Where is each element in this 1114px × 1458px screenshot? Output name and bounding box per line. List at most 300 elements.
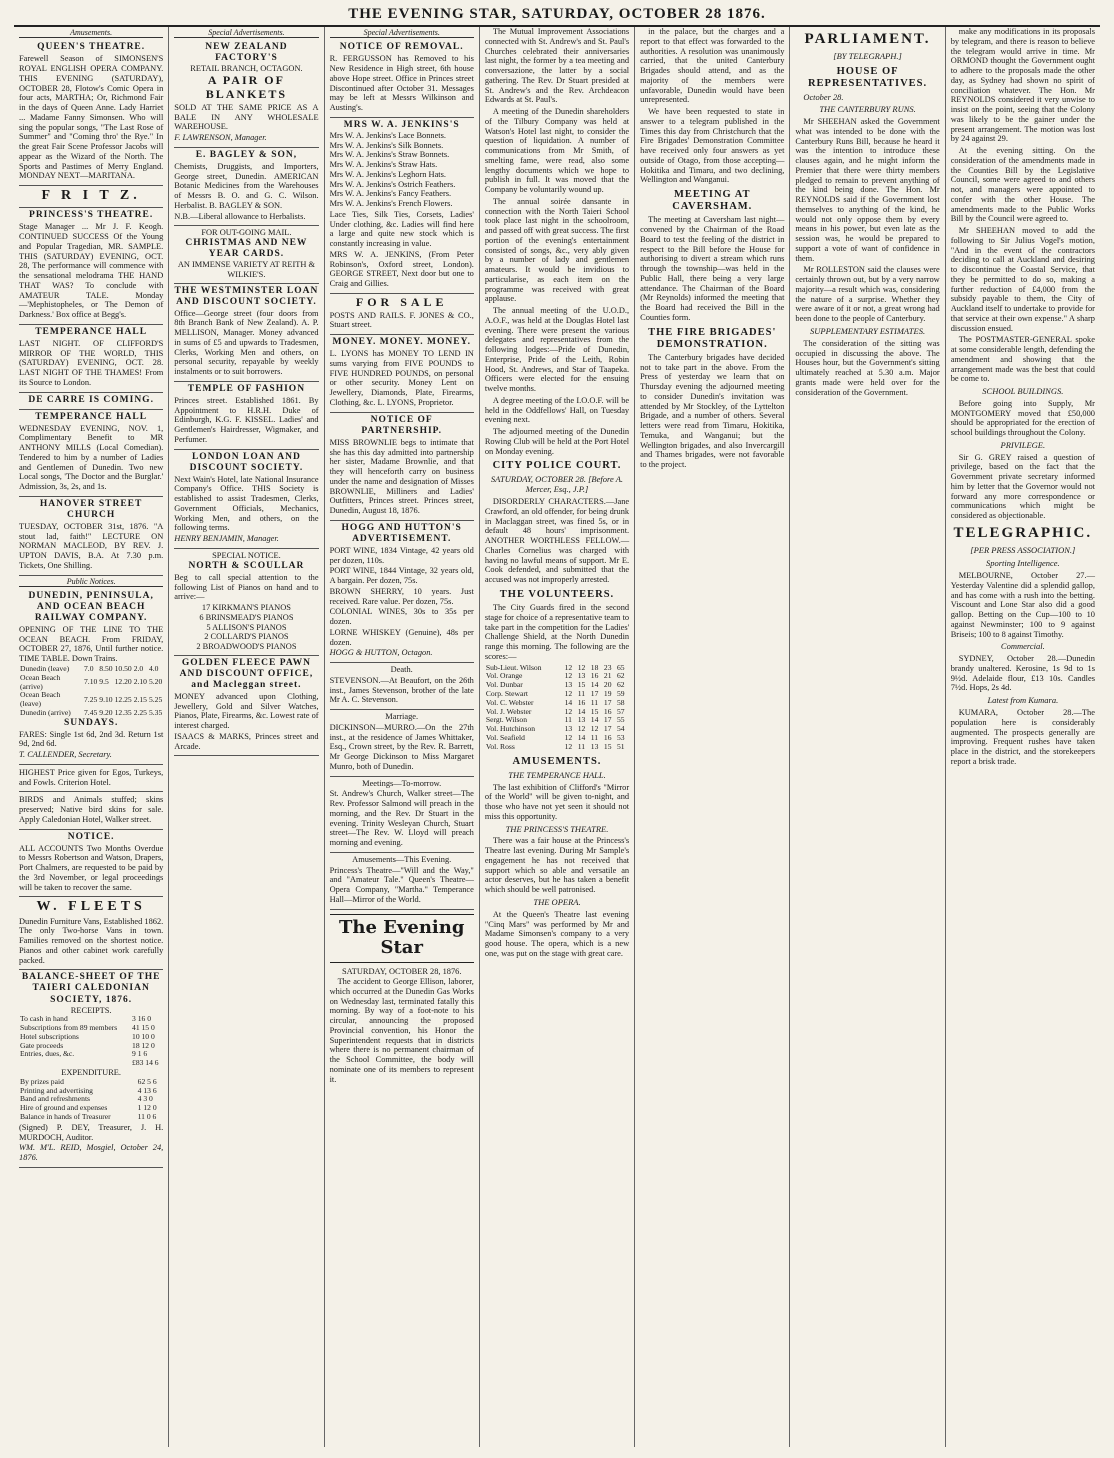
list-item: 5 ALLISON'S PIANOS [206,622,287,632]
ad-heading: A PAIR OF BLANKETS [205,73,288,101]
table-cell: 7.45 [84,707,98,717]
article-text: A degree meeting of the I.O.O.F. will be held in the Oddfellows' Hall, on Tuesday evening next. [484,395,630,425]
table-cell: 13 [564,724,573,734]
column-6 [790,27,945,1447]
table-cell: 9 1 6 [132,1049,148,1059]
table-cell: 3 16 0 [132,1014,151,1024]
ad-text: Stage Manager ... Mr J. F. Keogh. CONTINUED SUCCESS Of the Young and Popular Tragedian, MR. SAMPLE. THIS (SATURDAY) EVENING, OCT. 28, The performance will commence with the sensational melodrama THE HAND THAT WAS? To conclude with AMATEUR TALE. Monday—'Mephistopheles, or The Demon of Darkness.' Box office at Begg's. [19,222,164,320]
ad-signature: MRS W. A. JENKINS, (From Peter Robinson's, Oxford street, London). GEORGE STREET, Next door but one to Craig and Gillies. [329,249,474,289]
timetable [19,665,163,718]
table-cell: 12.20 [114,677,132,687]
ad-signature: HENRY BENJAMIN, Manager. [174,534,279,544]
pawn-office-ad [174,656,318,757]
ad-text: TUESDAY, OCTOBER 31st, 1876. "A stout lad, faith!" LECTURE ON NORMAN MACLEOD, BY REV. J. UPTON DAVIS, B.A. At 7.30 p.m. Tickets, One Shilling. [19,521,164,570]
masthead [14,6,1100,27]
table-cell: 14 [577,706,586,716]
ad-heading: NOTICE OF REMOVAL. [339,42,464,53]
article-text: Sir G. GREY raised a question of privilege, based on the fact that the Government private secretary informed him by letter that the Governor would not forward any more correspondence or communications which might be considered as objectionable. [950,452,1095,521]
table-cell: 18 12 0 [132,1040,155,1050]
birds-ad [19,792,163,829]
table-cell: 11 0 6 [137,1111,157,1121]
balance-sheet [19,970,163,1167]
table-cell: 14 [590,715,599,725]
ad-heading: Death. [390,665,413,675]
table-row [19,674,163,692]
table-cell: 53 [616,732,625,742]
list-item: Mrs W. A. Jenkins's Straw Bonnets. [329,150,450,160]
article-text: The annual meeting of the U.O.D., A.O.F., was held at the Douglas Hotel last evening. There were present the various delegates and representatives from the following lodges:—Pride of Dunedin, Enterprise, Pride of the Leith, Robin Hood, St. Andrews, and Star of Taapeka. Officers were elected for the ensuing twelve months. [484,306,630,393]
table-cell: 17 [603,697,612,707]
issue-date: SATURDAY, OCTOBER 28, 1876. [341,967,462,977]
ad-subheading: SUNDAYS. [63,717,119,728]
partnership-ad [330,413,474,521]
table-cell: 11 [564,715,572,725]
article-heading: THE VOLUNTEERS. [499,588,615,600]
column-7 [946,27,1100,1447]
ad-text: HIGHEST Price given for Egos, Turkeys, and Fowls. Criterion Hotel. [19,767,164,787]
article-subheading: SCHOOL BUILDINGS. [982,386,1064,396]
ad-heading: W. FLEETS [36,899,146,915]
table-cell: 7.25 [84,694,98,704]
column-4 [480,27,635,1447]
hogg-hutton-ad [330,521,474,663]
article-subheading: THE OPERA. [533,896,581,907]
london-loan-ad [174,450,318,549]
table-cell: 4 3 0 [137,1094,153,1104]
section-heading: Amusements. [19,28,163,38]
article-subheading: Latest from Kumara. [987,695,1059,706]
table-cell: Gate proceeds [20,1040,64,1050]
list-item: Mrs W. A. Jenkins's Lace Bonnets. [329,130,446,140]
ad-text: R. FERGUSSON has Removed to his New Residence in High street, 6th house above Hope street. Office in Princes street Discontinued after October 31. Messages may be left at Messrs Wilkinson and Austing's. [329,54,474,113]
table-cell: 5.35 [148,707,163,717]
table-cell: 9.20 [99,707,113,717]
table-cell: 12 [564,741,573,751]
article-subheading: [BY TELEGRAPH.] [833,51,902,62]
table-cell: Balance in hands of Treasurer [20,1111,111,1121]
bagley-ad [174,148,318,227]
table-cell: 12 [564,732,573,742]
table-cell: 18 [590,662,599,672]
ad-heading: TEMPLE OF FASHION [187,383,306,394]
table-cell: 2.0 [133,663,144,673]
column-1 [14,27,169,1447]
table-cell: 62 [616,680,625,690]
decarre-ad [19,393,163,410]
ad-heading: CHRISTMAS AND NEW YEAR CARDS. [185,238,308,260]
ad-text: Princess's Theatre—"Will and the Way," and "Amateur Tale." Queen's Theatre—Opera Company, "Martha." Temperance Hall—Mirror of the World. [329,865,474,904]
table-cell: 2.25 [133,707,147,717]
ad-heading: NEW ZEALAND FACTORY'S [205,42,288,64]
newspaper-nameplate: The Evening Star [330,914,474,964]
table-cell: 11 [590,697,599,707]
table-cell: 4 13 6 [137,1085,157,1095]
list-item: Mrs W. A. Jenkins's Silk Bonnets. [329,140,444,150]
table-cell: 51 [616,741,625,751]
table-cell: Hotel subscriptions [20,1031,79,1041]
railway-ad [19,589,163,765]
table-cell: 10 10 0 [132,1031,155,1041]
table-cell [19,1059,131,1068]
ad-subheading: SPECIAL NOTICE. [212,550,281,560]
temple-of-fashion-ad [174,382,318,450]
article-text: There was a fair house at the Princess's Theatre last evening. During Mr Sample's engagement he has not received that support which so able and versatile an actor deserves, but he has taken a benefit which should be well patronised. [484,836,630,895]
table-cell: 41 15 0 [132,1023,155,1033]
table-cell: 14 [577,732,586,742]
ad-heading: Meetings—To-morrow. [362,778,442,788]
article-text: At the Queen's Theatre last evening "Cinq Mars" was performed by Mr and Madame Simonsen's company to a very good house. The opera, which is a new one, was put on the stage with great care. [484,909,630,958]
table-cell: 11 [577,741,586,751]
ad-heading: HOGG AND HUTTON'S ADVERTISEMENT. [341,522,462,544]
list-item: BROWN SHERRY, 10 years. Just received. Rare value. Per dozen, 75s. [329,586,474,606]
pianos-ad [174,549,318,656]
ad-subheading: RETAIL BRANCH, OCTAGON. [190,64,303,74]
table-cell: 11 [577,688,586,698]
table-cell: Ocean Beach (arrive) [20,672,61,691]
article-subheading: Commercial. [1000,641,1045,652]
ad-heading: THE WESTMINSTER LOAN AND DISCOUNT SOCIETY. [174,285,319,307]
article-text: The City Guards fired in the second stage for choice of a representative team to take part in the competition for the Ladies' Challenge Shield, at the North Dunedin range this morning. The following are the scores:— [484,603,630,661]
ad-text: DICKINSON—MURRO.—On the 27th inst., at the residence of James Whittaker, Esq., Crown street, by the Rev. R. Barrett, Mr George Dickinson to Miss Margaret Munro, both of Dunedin. [329,722,474,771]
ad-signature: HOGG & HUTTON, Octagon. [329,648,433,658]
article-text: The Canterbury brigades have decided not to take part in the above. From the Press of yesterday we learn that on Thursday evening the adjourned meeting to consider Dunedin's invitation was attended by Mr Stockley, of the Lyttelton Brigade, and a number of others. Several letters were read from Timaru, Hokitika, Temuka, and Wanganui; but the Wellington brigades, and also Invercargill and Thames brigades, were not favorable to the project. [640,352,785,470]
princess-theatre-ad [19,208,163,325]
article-text: The adjourned meeting of the Dunedin Rowing Club will be held at the Port Hotel on Monday evening. [484,427,630,456]
ad-text: Next Wain's Hotel, late National Insurance Company's Office. THIS Society is established to assist Tradesmen, Clerks, Government Officials, Mechanics, Working Men, and others, on the following terms. [174,474,319,533]
expenditure-table [19,1078,163,1122]
article-text: Mr SHEEHAN moved to add the following to Sir Julius Vogel's motion, "And in the event of the contractors deciding to call at Auckland and desiring to discontinue the Coastal Service, that they be permitted to do so, making a further reduction of £4,000 from the subsidy payable to them, the City of Auckland itself to undertake to provide for that service at their own expense." A sharp discussion ensued. [950,226,1095,333]
table-cell: 11 [590,732,599,742]
ad-heading: QUEEN'S THEATRE. [37,42,146,53]
table-cell: 9.10 [99,694,113,704]
table-cell: 21 [603,671,612,681]
ad-text: WEDNESDAY EVENING, NOV. 1, Complimentary Benefit to MR ANTHONY MILLS (Local Comedian). Tendered to him by a number of Ladies and Gentlemen of Dunedin. Two new Local songs, 'The Doctor and the Burglar.' Admission, 3s, 2s, and 1s. [19,423,164,492]
article-text: in the palace, but the charges and a report to that effect was forwarded to the authorities. A resolution was unanimously carried, that the united Canterbury Brigades should attend, and as the majority of the members were unfavorable, Dunedin would have been unrepresented. [640,27,785,105]
table-cell: 12 [564,706,573,716]
article-text: SYDNEY, October 28.—Dunedin brandy unaltered. Kerosine, 1s 9d to 1s 9½d. Adelaide flour, £13 10s. Candles 7½d. Hops, 2s 4d. [950,654,1095,693]
ad-text: AN IMMENSE VARIETY AT REITH & WILKIE'S. [177,260,316,279]
article-heading: TELEGRAPHIC. [953,524,1093,541]
highest-price-ad [19,765,163,793]
ad-text: BIRDS and Animals stuffed; skins preserved; Native bird skins for sale. Apply Caledonian Hotel, Walker street. [19,795,164,824]
ad-signature: (Signed) P. DEY, Treasurer, J. H. MURDOCH, Auditor. [19,1122,164,1142]
amusements-notice [330,853,474,910]
temperance-hall-ad [19,325,163,393]
table-cell: 2.10 [133,677,147,687]
table-cell: 16 [603,732,612,742]
money-ad [330,335,474,413]
table-cell: 57 [616,706,625,716]
columns [14,27,1100,1447]
table-cell: 55 [616,715,625,725]
table-cell: Band and refreshments [20,1094,91,1104]
article-text: The consideration of the sitting was occupied in discussing the above. The Houses hour, but the Government's sitting ultimately reached at 5.30 a.m. Major grants made were held over for the consideration of the Government. [795,338,940,397]
ad-text: SOLD AT THE SAME PRICE AS A BALE IN ANY WHOLESALE WAREHOUSE. [174,102,319,132]
table-cell: 12 [564,671,573,681]
table-cell: To cash in hand [20,1014,68,1024]
article-text: The Mutual Improvement Associations connected with St. Andrew's and St. Paul's Churches celebrated their anniversaries last night, the former by a tea meeting and conversazione, the latter by a social gathering. The Rev. Dr Stuart presided at St. Andrew's and the Rev. Archdeacon Edwards at St. Paul's. [484,27,630,105]
article-text: Mr SHEEHAN asked the Government what was intended to be done with the Canterbury Runs Bill, because he heard it was the intention to introduce these clauses again, and he might inform the Premier that there were thirty members pledged to remain to prevent anything of the kind being done. The Hon. Mr REYNOLDS said if the Government lost themselves to anything of the kind, he would not only oppose them by every means in his power, but even late as the session was, he would be prepared to support a vote of want of confidence in them. [795,117,940,263]
ad-heading: GOLDEN FLEECE PAWN AND DISCOUNT OFFICE, and Macleggan street. [179,657,314,690]
ad-text: Lace Ties, Silk Ties, Corsets, Ladies' Under clothing, &c. Ladies will find here a large and quite new stock which is constantly increasing in value. [329,209,474,249]
notice-ad [19,830,163,898]
section-heading: Special Advertisements. [330,28,474,38]
table-cell: 16 [603,706,612,716]
jenkins-ad [330,118,474,294]
ad-text: St. Andrew's Church, Walker street—The Rev. Professor Salmond will preach in the morning, and the Rev. Dr Stuart in the evening. Trinity Wesleyan Church, Stuart street—The Rev. W. Lloyd will preach morning and evening. [329,789,474,848]
article-subheading: THE PRINCESS'S THEATRE. [505,823,609,834]
ad-heading: TEMPERANCE HALL [35,411,148,422]
table-cell: Vol. Hutchinson [485,724,536,734]
ad-signature: ISAACS & MARKS, Princes street and Arcade. [174,731,319,751]
list-item: 17 KIRKMAN'S PIANOS [201,603,291,612]
table-cell: 10.50 [114,663,132,673]
temperance-hall-benefit-ad [19,410,163,497]
ad-heading: F R I T Z. [41,188,141,204]
table-cell: 7.0 [84,663,94,673]
table-cell: Vol. C. Webster [485,697,534,707]
article-subheading: SUPPLEMENTARY ESTIMATES. [810,325,926,336]
article-subheading: PRIVILEGE. [1000,439,1046,450]
column-5 [635,27,790,1447]
list-item: Mrs W. A. Jenkins's Fancy Feathers. [329,189,452,199]
table-cell: Corp. Stewart [485,688,529,698]
column-2 [169,27,324,1447]
table-row [19,1059,163,1068]
factory-ad [174,40,318,148]
ad-signature: WM. M'L. REID, Mosgiel, October 24, 1876. [19,1143,164,1163]
ad-text: MONEY advanced upon Clothing, Jewellery, Gold and Silver Watches, Pianos, Plate, Firearms, &c. Lowest rate of interest charged. [174,691,319,731]
table-cell: 5.20 [148,677,163,687]
ad-heading: NOTICE. [67,831,115,842]
table-cell: 12 [577,724,586,734]
list-item: LORNE WHISKEY (Genuine), 48s per dozen. [329,627,474,647]
table-cell: Vol. J. Webster [485,706,532,716]
receipts-table [19,1015,163,1068]
list-item: Mrs W. A. Jenkins's Leghorn Hats. [329,169,446,179]
article-heading: THE FIRE BRIGADES' DEMONSTRATION. [648,326,777,350]
table-cell: 59 [616,688,625,698]
table-cell: 15 [603,741,612,751]
article-subheading: SATURDAY, OCTOBER 28. [Before A. Mercer, Esq., J.P.] [490,474,624,495]
table-cell: 2.15 [133,694,147,704]
table-cell: 12.25 [114,694,132,704]
table-cell: 15 [577,680,586,690]
ad-heading: PRINCESS'S THEATRE. [29,210,154,221]
table-row [19,691,163,709]
article-text: A meeting of the Dunedin shareholders of the Tilbury Company was held at Watson's Hotel last night, to consider the question of liquidation. A number of communications from Mr Smith, of smelting fame, were read, also some lengthy documents which we hope to publish in full. It was moved that the Company be voluntarily wound up. [484,107,630,194]
westminster-ad [174,284,318,382]
table-cell: 17 [603,715,612,725]
ad-text: STEVENSON.—At Beaufort, on the 26th inst., James Stevenson, brother of the late Mr A. C. Stevenson. [329,675,474,705]
table-cell: Vol. Seafield [485,732,525,742]
ad-text: ALL ACCOUNTS Two Months Overdue to Messrs Robertson and Watson, Drapers, Port Chalmers, are requested to be paid by the 3rd November, or legal proceedings will be taken to recover the same. [19,843,164,892]
table-cell: 4.0 [148,663,159,673]
article-text: The annual soirée dansante in connection with the North Taieri School took place last night in the schoolroom, and passed off with great success. The first portion of the evening's entertainment consisted of songs, &c., very ably given by a number of lady and gentlemen amateurs. It would be invidious to particularise, as each item on the programme was received with great applause. [484,196,630,304]
table-cell: 12 [577,662,586,672]
ad-text: MISS BROWNLIE begs to intimate that she has this day admitted into partnership her sister, Madame Brownlie, and that they will henceforth carry on business under the name and designation of Misses BROWNLIE, Milliners and Ladies' Outfitters, Princes street. Princes street, Dunedin, August 18, 1876. [329,437,474,515]
table-cell: 16 [590,671,599,681]
article-heading: AMUSEMENTS. [512,755,602,767]
table-cell: 13 [564,680,573,690]
table-cell: Sergt. Wilson [485,715,528,725]
fleets-ad [19,897,163,970]
receipts-heading: RECEIPTS. [70,1005,112,1015]
table-cell: 17 [603,724,612,734]
ad-text: Farewell Season of SIMONSEN'S ROYAL ENGLISH OPERA COMPANY. THIS EVENING (SATURDAY), OCTOBER 28, Flotow's Comic Opera in four acts, MARTHA; Or, Richmond Fair in the days of Queen Anne. Lady Harriet ... Madame Fanny Simonsen. Who will sing the popular songs, "The Last Rose of Summer" and "Coming thro' the Rye." In the great Fair Scene Professor Jacobs will appear as the Wizard of the North. The Sports and Pastimes of Merry England. MONDAY NEXT—MARITANA. [19,54,164,181]
column-3 [325,27,480,1447]
table-cell: 65 [616,662,625,672]
article-subheading: Sporting Intelligence. [986,558,1060,569]
table-cell: 13 [577,715,586,725]
table-cell: 14 [564,697,573,707]
table-cell: 54 [616,724,625,734]
ad-signature: T. CALLENDER, Secretary. [19,750,112,760]
expenditure-heading: EXPENDITURE. [61,1068,122,1078]
ad-heading: MONEY. MONEY. MONEY. [332,337,471,348]
ad-text: Beg to call special attention to the following List of Pianos on hand and to arrive:— [174,572,319,602]
table-cell: Subscriptions from 89 members [20,1023,118,1033]
article-subheading: THE TEMPERANCE HALL. [508,769,606,780]
article-text: MELBOURNE, October 27.—Yesterday Valentine did a splendid gallop, and has come with a rush into the betting. Viscount and Lone Star also did a good gallop. Betting on the Cup—100 to 10 against Newminster; 100 to 9 against Briseis; 100 to 8 against Timothy. [950,571,1095,639]
table-cell: Ocean Beach (leave) [20,690,61,709]
table-cell: 1 12 0 [137,1103,157,1113]
ad-heading: MRS W. A. JENKINS'S [343,119,460,130]
table-cell: Vol. Orange [485,671,523,681]
ad-heading: Amusements—This Evening. [352,854,452,864]
article-text: The accident to George Ellison, laborer, which occurred at the Dunedin Gas Works on Wednesday last, terminated fatally this morning. By way of a foot-note to his circular, announcing the proposed Provincial convention, his Honor the Superintendent requests that in districts where there is no permanent chairman of the School Committee, the body will nominate one of its members to represent it. [329,977,474,1084]
fritz-ad [19,186,163,208]
table-cell: £83 14 6 [132,1058,159,1068]
list-item: 6 BRINSMEAD'S PIANOS [199,612,294,622]
ad-heading: DE CARRE IS COMING. [28,394,154,405]
ad-heading: NORTH & SCOULLAR [188,560,305,571]
ad-text: FARES: Single 1st 6d, 2nd 3d. Return 1st 9d, 2nd 6d. [19,729,164,749]
ad-heading: LONDON LOAN AND DISCOUNT SOCIETY. [189,451,304,473]
table-row [19,709,163,718]
list-item: COLONIAL WINES, 30s to 35s per dozen. [329,607,474,627]
removal-notice [330,40,474,118]
table-cell: 16 [577,697,586,707]
newspaper-title: THE EVENING STAR, SATURDAY, OCTOBER 28 1876. [348,6,766,22]
ad-text: Dunedin Furniture Vans, Established 1862. The only Two-horse Vans in town. Families removed on the shortest notice. Pianos and other cabinet work carefully packed. [19,916,164,965]
list-item: PORT WINE, 1834 Vintage, 42 years old per dozen, 110s. [329,545,474,565]
table-cell: 20 [603,680,612,690]
list-item: Mrs W. A. Jenkins's Ostrich Feathers. [329,179,456,189]
ad-heading: E. BAGLEY & SON, [195,149,298,160]
ad-signature: F. LAWRENSON, Manager. [174,133,267,143]
leader-article [330,977,474,1084]
section-heading: Public Notices. [19,577,163,587]
article-text: The POSTMASTER-GENERAL spoke at some considerable length, defending the amendment and showing that the arrangement made was the best that could be come to. [950,335,1095,384]
scores-table [485,664,629,752]
article-heading: CITY POLICE COURT. [492,460,622,472]
article-text: make any modifications in its proposals by telegram, and there is reason to believe the telegram would arrive in time. Mr ORMOND thought the Government ought to adhere to the proposals made the other day, as Sydney had shown no spirit of conciliation whatever. The Hon. Mr REYNOLDS considered it very unwise to insist on the point, seeing that the Colony was likely to be the gainer under the present arrangement. The motion was lost by 24 against 29. [950,27,1095,144]
table-row [485,743,629,752]
table-cell: 9.5 [99,677,109,687]
for-sale-ad [330,294,474,335]
table-cell: 62 [616,671,625,681]
table-cell: 19 [603,688,612,698]
section-heading: Special Advertisements. [174,28,318,38]
ad-text: Office—George street (four doors from 8th Branch Bank of New Zealand). A. P. MELLISON, Manager. Money advanced in sums of £5 and upwards to Tradesmen, Clerks, Working Men and others, on personal security, repayable by weekly instalments or to suit borrowers. [174,308,319,377]
ad-subheading: FOR OUT-GOING MAIL. [201,228,292,238]
article-subheading: THE CANTERBURY RUNS. [819,104,916,115]
table-row [19,1113,163,1122]
article-text: The meeting at Caversham last night—convened by the Chairman of the Road Board to test the feeling of the district in respect to the Bill before the House for authorising to divert a stream which runs through the township—was held in the Public Hall, there being a very large attendance. The Chairman of the Board (Mr Reynolds) informed the meeting that the Board had received the Bill in the Counties form. [640,215,785,322]
table-cell: 7.10 [84,677,98,687]
ad-heading: DUNEDIN, PENINSULA, AND OCEAN BEACH RAILWAY COMPANY. [28,590,154,623]
table-cell: 8.50 [99,663,113,673]
ad-text: OPENING OF THE LINE TO THE OCEAN BEACH. From FRIDAY, OCTOBER 27, 1876, Until further notice. TIME TABLE. Down Trains. [19,624,164,664]
list-item: 2 BROADWOOD'S PIANOS [196,642,297,651]
article-heading: PARLIAMENT. [804,31,931,47]
ad-heading: TEMPERANCE HALL [35,326,148,337]
table-cell: Vol. Dunbar [485,680,523,690]
ad-text: Chemists, Druggists, and Importers, George street, Dunedin. AMERICAN Botanic Medicines from the Warehouses of Messrs B. O. and G. C. Wilson. Herbalist. B. BAGLEY & SON. [174,161,319,210]
article-text: Mr ROLLESTON said the clauses were certainly thrown out, but by a very narrow majority—a result which was, considering the nature of a surprise. Whether they were aware of it or not, a great wrong had been done to the people of Canterbury. [795,265,940,324]
list-item: Mrs W. A. Jenkins's Straw Hats. [329,160,438,170]
ad-text: Princes street. Established 1861. By Appointment to H.R.H. Duke of Edinburgh, K.G. F. KISSEL. Ladies' and Gentlemen's Hairdresser, Wigmaker, and Perfumer. [174,395,319,444]
table-cell: 13 [577,671,586,681]
table-cell: 13 [590,741,599,751]
article-text: At the evening sitting. On the consideration of the amendments made in the Counties Bill by the Legislative Council, some were agreed to and others not, and managers were appointed to confer with the other House. The amendments made to the Public Works Bill by the Council were agreed to. [950,146,1095,224]
ad-text: LAST NIGHT. OF CLIFFORD'S MIRROR OF THE WORLD, THIS (SATURDAY) EVENING, OCT. 28. LAST NIGHT OF THE THAMES! From its Source to London. [19,338,164,387]
ad-heading: HANOVER STREET CHURCH [39,498,143,520]
ad-text: POSTS AND RAILS. F. JONES & CO., Stuart street. [329,310,474,330]
death-notice [330,663,474,710]
table-cell: Printing and advertising [20,1085,93,1095]
list-item: 2 COLLARD'S PIANOS [204,632,289,642]
article-date: October 28. [803,92,844,102]
ad-text: L. LYONS has MONEY TO LEND IN sums varying from FIVE POUNDS to FIVE HUNDRED POUNDS, on personal or other security. Money Lent on Jewellery, Diamonds, Plate, Firearms, Clothing, &c. L. LYONS, Proprietor. [329,349,474,407]
table-cell: Dunedin (leave) [20,663,70,673]
meetings-notice [330,777,474,853]
table-cell: 12 [564,688,573,698]
table-cell: 12.35 [114,707,132,717]
ad-heading: NOTICE OF PARTNERSHIP. [361,414,442,436]
article-heading: HOUSE OF REPRESENTATIVES. [807,66,928,90]
ad-text: N.B.—Liberal allowance to Herbalists. [174,211,306,221]
article-text: DISORDERLY CHARACTERS.—Jane Crawford, an old offender, for being drunk in Maclaggan street, was fined 5s, or in default 48 hours' imprisonment. ANOTHER WORTHLESS FELLOW.—Charles Cornelius was charged with having no lawful means of support. Mr E. Cook defended, and submitted that the accused was not improperly arrested. [484,497,630,585]
ad-heading: Marriage. [385,712,419,722]
article-text: We have been requested to state in answer to a telegram published in the Times this day from Christchurch that the Fire Brigades' Demonstration Committee have received only four answers as yet outside of Otago, from those accepting—Hokitika and Timaru, and two declining, Wellington and Wanganui. [640,107,785,185]
table-cell: 62 5 6 [137,1076,157,1086]
table-cell: 17 [590,688,599,698]
table-cell: 23 [603,662,612,672]
article-text: The last exhibition of Clifford's "Mirror of the World" will be given to-night, and those who have not yet seen it should not miss this opportunity. [484,782,630,821]
table-cell: Hire of ground and expenses [20,1103,108,1113]
ad-heading: FOR SALE [355,294,448,309]
table-cell: 15 [590,706,599,716]
article-text: Before going into Supply, Mr MONTGOMERY moved that £50,000 should be appropriated for the erection of school buildings throughout the Colony. [950,398,1095,438]
table-cell: By prizes paid [20,1076,64,1086]
ad-heading: BALANCE-SHEET OF THE TAIERI CALEDONIAN SOCIETY, 1876. [21,972,161,1005]
table-cell: 58 [616,697,625,707]
article-heading: MEETING AT CAVERSHAM. [672,189,753,213]
queens-theatre-ad [19,40,163,186]
table-cell: Sub-Lieut. Wilson [485,662,542,672]
table-cell: Vol. Ross [485,741,515,751]
table-cell: 5.25 [148,694,163,704]
table-cell: 12 [590,724,599,734]
cards-ad [174,226,318,283]
table-cell: 12 [564,662,573,672]
article-text: KUMARA, October 28.—The population here is considerably augmented. The prospects generally are improving. Frequent rushes have taken place in the district, and the storekeepers report a brisk trade. [950,708,1095,766]
hanover-church-ad [19,497,163,576]
table-cell: Dunedin (arrive) [20,707,71,717]
list-item: PORT WINE, 1844 Vintage, 32 years old, A bargain. Per dozen, 75s. [329,566,474,586]
